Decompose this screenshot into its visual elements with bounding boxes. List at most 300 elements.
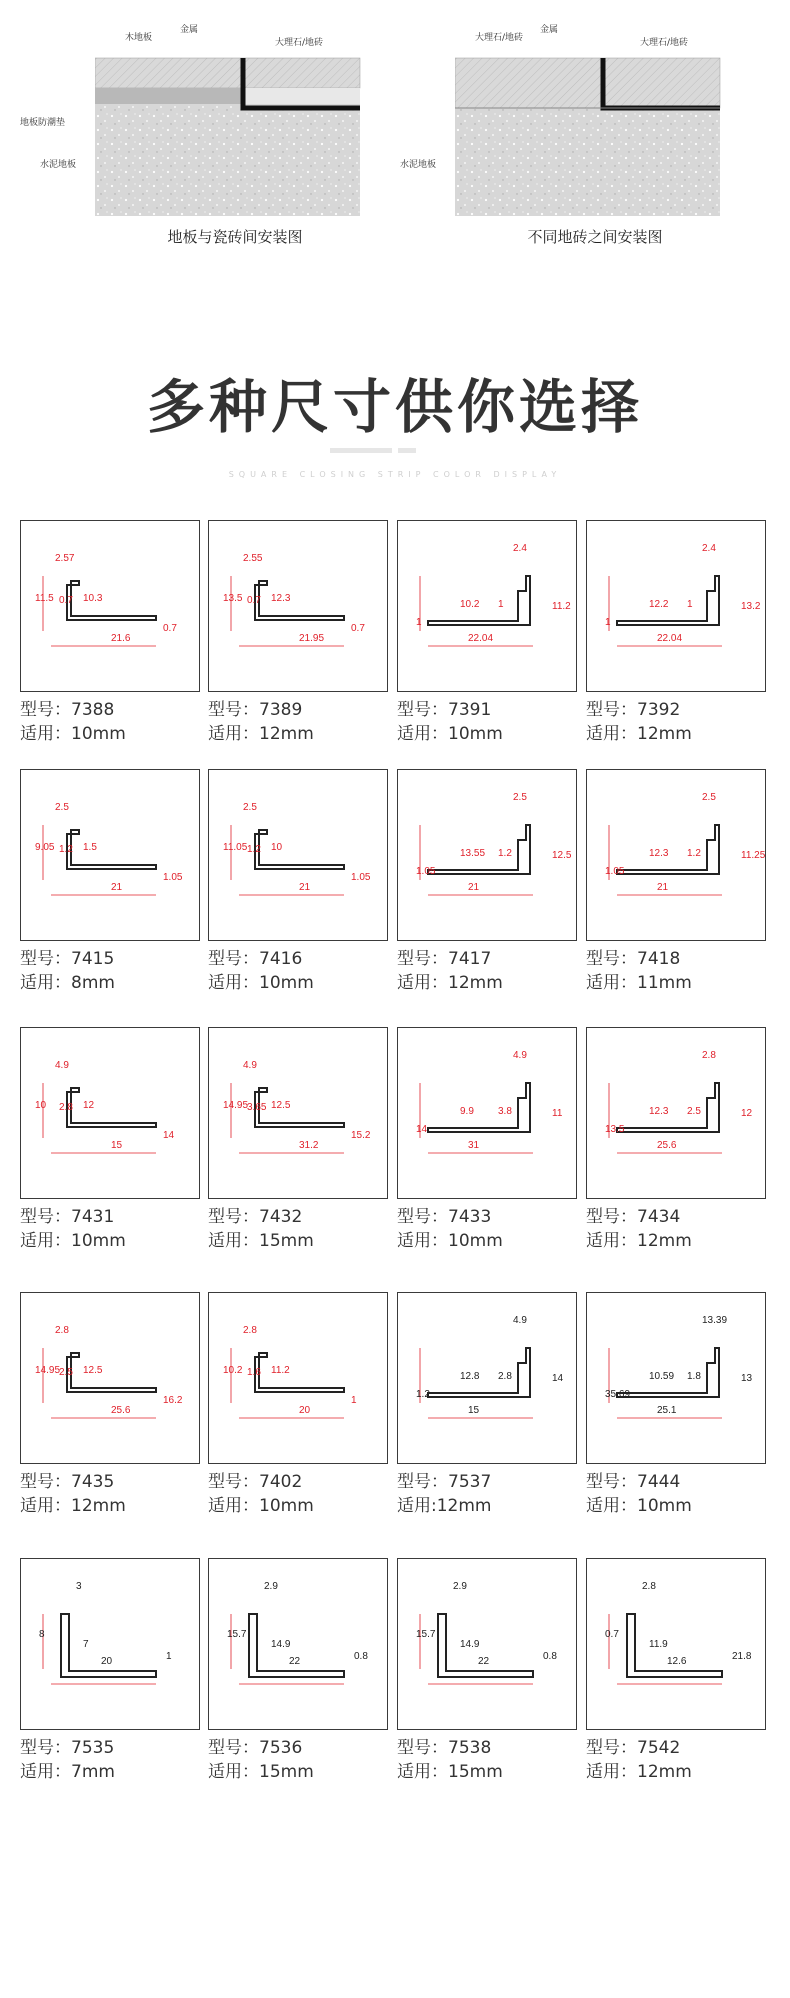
model-label: 型号： <box>20 1207 71 1227</box>
dimension-label: 0.8 <box>354 1651 368 1662</box>
profile-drawing <box>587 1293 765 1463</box>
model-label: 型号： <box>208 700 259 720</box>
dimension-label: 2.5 <box>243 802 257 813</box>
diagram-caption: 不同地砖之间安装图 <box>527 228 663 246</box>
install-diagram-tile-tile <box>400 0 735 250</box>
model-number: 7536 <box>259 1738 303 1758</box>
product-spec <box>20 947 115 995</box>
model-number: 7418 <box>637 949 681 969</box>
dimension-label: 16.2 <box>163 1395 183 1406</box>
profile-drawing <box>21 1559 199 1729</box>
model-label: 型号： <box>586 1472 637 1492</box>
model-label: 型号： <box>208 1738 259 1758</box>
dimension-label: 1.2 <box>498 848 512 859</box>
model-label: 型号： <box>586 1738 637 1758</box>
model-label: 型号： <box>20 949 71 969</box>
dimension-label: 14 <box>416 1124 428 1135</box>
profile-drawing <box>587 521 765 691</box>
product-drawing-frame <box>208 1292 388 1464</box>
product-drawing-frame <box>208 1558 388 1730</box>
model-number: 7431 <box>71 1207 115 1227</box>
product-drawing-frame <box>397 520 577 692</box>
label-moisture-pad: 地板防潮垫 <box>20 118 66 128</box>
dimension-label: 2.5 <box>687 1106 701 1117</box>
dimension-label: 11 <box>552 1108 563 1119</box>
dimension-label: 2.9 <box>453 1581 467 1592</box>
fit-size: 12mm <box>637 1231 692 1251</box>
product-drawing-frame <box>586 520 766 692</box>
model-label: 型号： <box>397 1738 448 1758</box>
model-number: 7538 <box>448 1738 492 1758</box>
dimension-label: 10.2 <box>460 599 480 610</box>
dimension-label: 8 <box>39 1629 45 1640</box>
dimension-label: 21 <box>299 882 311 893</box>
dimension-label: 2.4 <box>702 543 716 554</box>
profile-outline <box>255 1353 344 1392</box>
profile-outline <box>627 1614 722 1677</box>
profile-drawing <box>209 1028 387 1198</box>
label-cement-floor: 水泥地板 <box>40 160 77 170</box>
fit-label: 适用： <box>586 1762 637 1782</box>
product-drawing-frame <box>20 1292 200 1464</box>
dimension-label: 2.5 <box>55 802 69 813</box>
product-spec <box>586 1736 692 1784</box>
model-number: 7432 <box>259 1207 303 1227</box>
fit-label: 适用： <box>20 724 71 744</box>
profile-drawing <box>398 770 576 940</box>
product-drawing-frame <box>20 1027 200 1199</box>
product-card <box>586 520 766 760</box>
dimension-label: 10 <box>35 1100 47 1111</box>
dimension-label: 14.95 <box>35 1365 61 1376</box>
product-spec <box>20 1205 126 1253</box>
product-drawing-frame <box>208 520 388 692</box>
profile-drawing <box>398 521 576 691</box>
section-subtitle: SQUARE CLOSING STRIP COLOR DISPLAY <box>228 470 562 479</box>
model-label: 型号： <box>20 1738 71 1758</box>
dimension-label: 15.7 <box>227 1629 247 1640</box>
label-cement-floor: 水泥地板 <box>400 160 437 170</box>
dimension-label: 0.7 <box>351 623 365 634</box>
fit-size: 11mm <box>637 973 692 993</box>
dimension-label: 25.1 <box>657 1405 677 1416</box>
profile-outline <box>67 830 156 869</box>
dimension-label: 1.05 <box>163 872 183 883</box>
profile-outline <box>67 1088 156 1127</box>
product-drawing-frame <box>397 1027 577 1199</box>
product-spec <box>586 1205 692 1253</box>
dimension-label: 0.7 <box>605 1629 619 1640</box>
dimension-label: 14.9 <box>460 1639 480 1650</box>
dimension-label: 0.8 <box>543 1651 557 1662</box>
model-label: 型号： <box>397 1472 448 1492</box>
dimension-label: 2.55 <box>243 553 263 564</box>
dimension-label: 7 <box>83 1639 89 1650</box>
dimension-label: 12.5 <box>83 1365 103 1376</box>
dimension-label: 15.7 <box>416 1629 436 1640</box>
dimension-label: 1 <box>351 1395 357 1406</box>
dimension-label: 15 <box>468 1405 480 1416</box>
dimension-label: 14 <box>552 1373 564 1384</box>
dimension-label: 2.57 <box>55 553 75 564</box>
label-marble-tile-left: 大理石/地砖 <box>475 33 524 43</box>
product-spec <box>586 947 692 995</box>
dimension-label: 13.2 <box>741 601 761 612</box>
fit-label: 适用： <box>397 1231 448 1251</box>
fit-size: 10mm <box>448 1231 503 1251</box>
dimension-label: 1.2 <box>687 848 701 859</box>
dimension-label: 2.9 <box>264 1581 278 1592</box>
model-number: 7537 <box>448 1472 492 1492</box>
profile-drawing <box>209 1559 387 1729</box>
fit-label: 适用： <box>20 1762 71 1782</box>
dimension-label: 4.9 <box>513 1315 527 1326</box>
model-number: 7444 <box>637 1472 681 1492</box>
dimension-label: 1 <box>605 617 611 628</box>
dimension-label: 10 <box>271 842 283 853</box>
model-label: 型号： <box>20 1472 71 1492</box>
dimension-label: 31.2 <box>299 1140 319 1151</box>
install-diagram-floor-tile <box>20 0 375 250</box>
dimension-label: 2.8 <box>702 1050 716 1061</box>
product-drawing-frame <box>586 1558 766 1730</box>
dimension-label: 21.8 <box>732 1651 752 1662</box>
product-spec <box>586 1470 692 1518</box>
dimension-lines <box>231 576 344 646</box>
product-card <box>208 1558 388 1798</box>
fit-size: 15mm <box>259 1762 314 1782</box>
dimension-label: 25.6 <box>657 1140 677 1151</box>
product-spec <box>20 698 126 746</box>
dimension-label: 35.69 <box>605 1389 631 1400</box>
model-number: 7392 <box>637 700 681 720</box>
dimension-label: 21.6 <box>111 633 131 644</box>
dimension-lines <box>43 825 156 895</box>
dimension-label: 9.9 <box>460 1106 474 1117</box>
dimension-label: 13.5 <box>223 593 243 604</box>
fit-label: 适用： <box>586 1496 637 1516</box>
dimension-label: 20 <box>299 1405 311 1416</box>
product-spec <box>208 947 314 995</box>
dimension-label: 2.8 <box>59 1102 73 1113</box>
product-card <box>20 520 200 760</box>
fit-label: 适用： <box>20 1496 71 1516</box>
product-spec <box>208 1205 314 1253</box>
dimension-label: 21 <box>657 882 669 893</box>
dimension-label: 2.5 <box>59 1367 73 1378</box>
dimension-label: 20 <box>101 1656 113 1667</box>
product-drawing-frame <box>20 520 200 692</box>
fit-size: 10mm <box>71 724 126 744</box>
fit-label: 适用： <box>586 1231 637 1251</box>
dimension-label: 11.9 <box>649 1639 668 1650</box>
model-label: 型号： <box>20 700 71 720</box>
fit-label: 适用： <box>208 1762 259 1782</box>
label-metal: 金属 <box>180 25 199 35</box>
fit-label: 适用： <box>20 1231 71 1251</box>
product-card <box>397 1292 577 1532</box>
product-spec <box>20 1470 126 1518</box>
model-number: 7434 <box>637 1207 681 1227</box>
profile-drawing <box>21 1293 199 1463</box>
product-drawing-frame <box>20 1558 200 1730</box>
dimension-label: 0.7 <box>247 595 261 606</box>
product-drawing-frame <box>586 1027 766 1199</box>
product-card <box>20 769 200 1009</box>
model-number: 7416 <box>259 949 303 969</box>
profile-drawing <box>209 770 387 940</box>
model-label: 型号： <box>586 700 637 720</box>
fit-size: 12mm <box>637 1762 692 1782</box>
fit-size: 12mm <box>637 724 692 744</box>
product-card <box>20 1558 200 1798</box>
dimension-label: 12.2 <box>649 599 669 610</box>
profile-outline <box>255 830 344 869</box>
product-drawing-frame <box>20 769 200 941</box>
dimension-label: 1.5 <box>83 842 97 853</box>
profile-outline <box>438 1614 533 1677</box>
dimension-label: 2.8 <box>498 1371 512 1382</box>
fit-label: 适用： <box>586 724 637 744</box>
product-spec <box>397 947 503 995</box>
dimension-label: 3.8 <box>498 1106 512 1117</box>
dimension-lines <box>43 1348 156 1418</box>
dimension-label: 1.2 <box>59 844 73 855</box>
profile-drawing <box>21 1028 199 1198</box>
dimension-label: 10.3 <box>83 593 103 604</box>
fit-size: 8mm <box>71 973 115 993</box>
product-spec <box>397 698 503 746</box>
dimension-label: 1.2 <box>416 1389 430 1400</box>
dimension-label: 22.04 <box>468 633 494 644</box>
product-card <box>586 1558 766 1798</box>
dimension-lines <box>231 825 344 895</box>
product-card <box>208 769 388 1009</box>
product-spec <box>208 698 314 746</box>
dimension-lines <box>231 1083 344 1153</box>
dimension-label: 14.95 <box>223 1100 249 1111</box>
fit-label: 适用： <box>20 973 71 993</box>
dimension-label: 2.8 <box>243 1325 257 1336</box>
label-metal: 金属 <box>540 25 559 35</box>
profile-drawing <box>209 1293 387 1463</box>
section-title: 多种尺寸供你选择 <box>146 373 643 441</box>
dimension-label: 9.05 <box>35 842 55 853</box>
model-number: 7535 <box>71 1738 115 1758</box>
dimension-label: 21 <box>468 882 480 893</box>
dimension-label: 13.39 <box>702 1315 728 1326</box>
dimension-label: 14 <box>163 1130 175 1141</box>
model-label: 型号： <box>397 1207 448 1227</box>
product-drawing-frame <box>397 769 577 941</box>
profile-outline <box>61 1614 156 1677</box>
dimension-label: 12 <box>83 1100 95 1111</box>
fit-size: 12mm <box>71 1496 126 1516</box>
product-spec <box>20 1736 115 1784</box>
dimension-label: 3 <box>76 1581 82 1592</box>
dimension-label: 12.5 <box>552 850 572 861</box>
dimension-label: 0.7 <box>59 595 73 606</box>
dimension-lines <box>43 1083 156 1153</box>
product-spec <box>397 1470 492 1518</box>
model-label: 型号： <box>397 949 448 969</box>
dimension-label: 1 <box>687 599 693 610</box>
fit-label: 适用： <box>397 973 448 993</box>
label-marble-tile-right: 大理石/地砖 <box>640 38 689 48</box>
model-number: 7435 <box>71 1472 115 1492</box>
profile-outline <box>249 1614 344 1677</box>
dimension-label: 13 <box>741 1373 753 1384</box>
dimension-label: 3.65 <box>247 1102 267 1113</box>
profile-outline <box>67 1353 156 1392</box>
product-spec <box>208 1736 314 1784</box>
dimension-label: 31 <box>468 1140 480 1151</box>
profile-drawing <box>398 1028 576 1198</box>
product-card <box>20 1292 200 1532</box>
product-card <box>586 769 766 1009</box>
fit-label: 适用： <box>208 1231 259 1251</box>
product-drawing-frame <box>208 769 388 941</box>
fit-label: 适用： <box>208 724 259 744</box>
fit-size: 10mm <box>448 724 503 744</box>
profile-outline <box>428 1083 530 1132</box>
profile-outline <box>255 581 344 620</box>
fit-size: 7mm <box>71 1762 115 1782</box>
dimension-label: 21.95 <box>299 633 325 644</box>
model-label: 型号： <box>586 1207 637 1227</box>
dimension-label: 2.8 <box>55 1325 69 1336</box>
product-card <box>397 1027 577 1267</box>
dimension-label: 10.2 <box>223 1365 243 1376</box>
dimension-label: 2.8 <box>642 1581 656 1592</box>
dimension-label: 1.05 <box>605 866 625 877</box>
dimension-label: 2.5 <box>702 792 716 803</box>
fit-size: 10mm <box>259 1496 314 1516</box>
dimension-label: 15.2 <box>351 1130 371 1141</box>
dimension-label: 14.9 <box>271 1639 291 1650</box>
model-label: 型号： <box>397 700 448 720</box>
fit-size: 12mm <box>436 1496 492 1516</box>
dimension-label: 2.4 <box>513 543 527 554</box>
product-card <box>586 1292 766 1532</box>
dimension-label: 1.2 <box>247 844 261 855</box>
fit-label: 适用: <box>397 1496 437 1516</box>
dimension-label: 22 <box>289 1656 301 1667</box>
dimension-label: 11.2 <box>271 1365 290 1376</box>
model-number: 7415 <box>71 949 115 969</box>
dimension-label: 11.25 <box>741 850 765 861</box>
profile-drawing <box>587 1028 765 1198</box>
product-card <box>20 1027 200 1267</box>
dimension-label: 1 <box>498 599 504 610</box>
profile-drawing <box>587 1559 765 1729</box>
dimension-label: 25.6 <box>111 1405 131 1416</box>
dimension-label: 0.7 <box>163 623 177 634</box>
profile-drawing <box>21 770 199 940</box>
fit-size: 15mm <box>448 1762 503 1782</box>
dimension-label: 12.6 <box>667 1656 687 1667</box>
product-card <box>208 1292 388 1532</box>
fit-label: 适用： <box>586 973 637 993</box>
profile-drawing <box>209 521 387 691</box>
product-spec <box>397 1205 503 1253</box>
dimension-label: 13.55 <box>460 848 486 859</box>
dimension-label: 1.8 <box>687 1371 701 1382</box>
dimension-label: 1 <box>416 617 422 628</box>
label-wood-floor: 木地板 <box>125 33 153 43</box>
product-spec <box>208 1470 314 1518</box>
product-drawing-frame <box>586 1292 766 1464</box>
product-card <box>586 1027 766 1267</box>
profile-outline <box>67 581 156 620</box>
dimension-label: 4.9 <box>243 1060 257 1071</box>
fit-size: 10mm <box>259 973 314 993</box>
profile-drawing <box>21 521 199 691</box>
fit-size: 12mm <box>448 973 503 993</box>
dimension-label: 1.05 <box>416 866 436 877</box>
title-divider-left <box>330 448 392 453</box>
label-marble-tile: 大理石/地砖 <box>275 38 324 48</box>
dimension-label: 11.05 <box>223 842 248 853</box>
model-number: 7542 <box>637 1738 681 1758</box>
title-divider-right <box>398 448 416 453</box>
product-spec <box>397 1736 503 1784</box>
dimension-label: 1 <box>166 1651 172 1662</box>
dimension-lines <box>43 1614 156 1684</box>
fit-size: 15mm <box>259 1231 314 1251</box>
model-label: 型号： <box>586 949 637 969</box>
product-drawing-frame <box>208 1027 388 1199</box>
product-drawing-frame <box>397 1558 577 1730</box>
fit-size: 10mm <box>71 1231 126 1251</box>
product-spec <box>586 698 692 746</box>
product-drawing-frame <box>586 769 766 941</box>
dimension-label: 2.5 <box>513 792 527 803</box>
model-number: 7417 <box>448 949 492 969</box>
fit-label: 适用： <box>208 1496 259 1516</box>
product-card <box>208 1027 388 1267</box>
dimension-label: 12.8 <box>460 1371 480 1382</box>
dimension-label: 13.5 <box>605 1124 625 1135</box>
fit-size: 10mm <box>637 1496 692 1516</box>
dimension-label: 11.2 <box>552 601 571 612</box>
dimension-label: 12.5 <box>271 1100 291 1111</box>
dimension-label: 12.3 <box>649 1106 669 1117</box>
dimension-label: 1.05 <box>351 872 371 883</box>
profile-outline <box>255 1088 344 1127</box>
profile-drawing <box>398 1559 576 1729</box>
dimension-label: 12 <box>741 1108 753 1119</box>
model-number: 7389 <box>259 700 303 720</box>
dimension-lines <box>43 576 156 646</box>
dimension-label: 1.6 <box>247 1367 261 1378</box>
model-label: 型号： <box>208 1472 259 1492</box>
dimension-label: 22 <box>478 1656 490 1667</box>
dimension-label: 4.9 <box>55 1060 69 1071</box>
product-card <box>397 1558 577 1798</box>
dimension-label: 12.3 <box>271 593 291 604</box>
dimension-lines <box>231 1348 344 1418</box>
model-number: 7433 <box>448 1207 492 1227</box>
profile-drawing <box>587 770 765 940</box>
model-label: 型号： <box>208 1207 259 1227</box>
product-card <box>397 769 577 1009</box>
dimension-label: 15 <box>111 1140 123 1151</box>
dimension-label: 12.3 <box>649 848 669 859</box>
fit-label: 适用： <box>397 724 448 744</box>
fit-size: 12mm <box>259 724 314 744</box>
dimension-label: 10.59 <box>649 1371 675 1382</box>
